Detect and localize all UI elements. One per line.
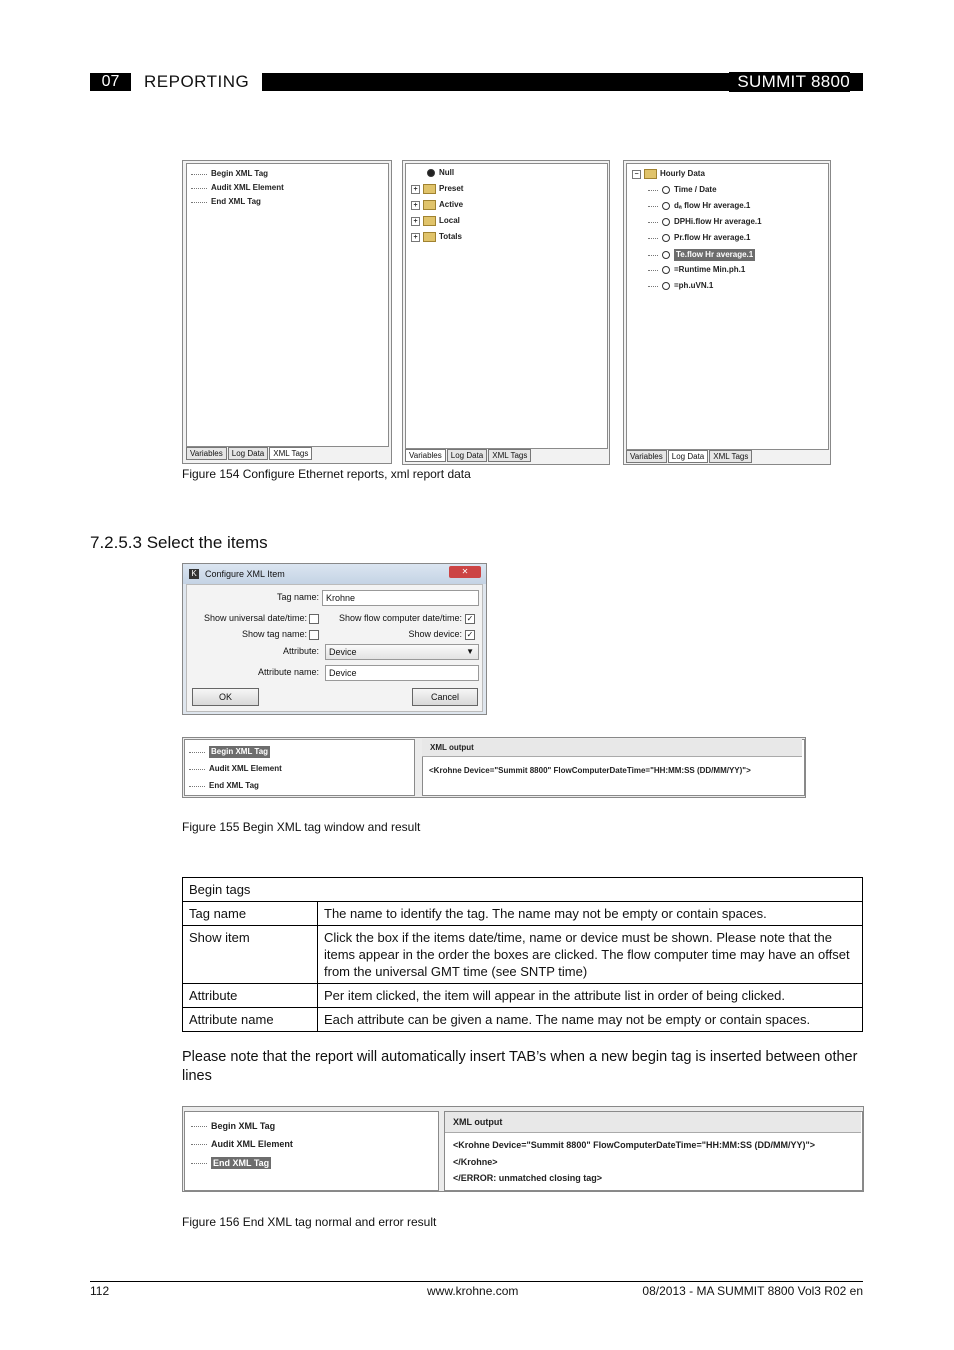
show-device-checkbox[interactable]: ✓ — [466, 630, 474, 639]
tab-xml-tags[interactable]: XML Tags — [269, 447, 312, 460]
tree-item-totals[interactable]: + Totals — [411, 232, 462, 242]
cancel-button[interactable]: Cancel — [412, 688, 478, 706]
tree-item-null[interactable]: Null — [427, 168, 454, 178]
fig155-strip — [182, 737, 806, 798]
radio-icon — [662, 251, 670, 259]
xml-output-line: <Krohne Device="Summit 8800" FlowComputerDateTime="HH:MM:SS (DD/MM/YY)"> — [453, 1140, 815, 1150]
section-title: REPORTING — [144, 72, 250, 91]
table-row — [183, 984, 863, 1008]
table-row — [183, 926, 863, 984]
product-title: SUMMIT 8800 — [729, 72, 850, 92]
tab-log-data[interactable]: Log Data — [668, 450, 708, 463]
expand-icon[interactable]: + — [411, 233, 420, 242]
begin-tags-table — [182, 877, 863, 1032]
tag-name-input[interactable]: Krohne — [322, 590, 479, 606]
note-paragraph: Please note that the report will automatically insert TAB’s when a new begin tag is inserted between other lines — [182, 1049, 858, 1084]
tree-item[interactable]: Audit XML Element — [191, 1139, 293, 1149]
xml-output-line: <Krohne Device="Summit 8800" FlowComputerDateTime="HH:MM:SS (DD/MM/YY)"> — [429, 766, 751, 775]
configure-xml-item-dialog — [182, 563, 487, 715]
tab-variables[interactable]: Variables — [186, 447, 227, 460]
tag-name-label: Tag name: — [276, 592, 319, 602]
table-term: Show item — [183, 926, 318, 984]
tab-log-data[interactable]: Log Data — [447, 449, 487, 462]
tab-xml-tags[interactable]: XML Tags — [709, 450, 752, 463]
expand-icon[interactable]: + — [411, 201, 420, 210]
tree-item-active[interactable]: + Active — [411, 200, 463, 210]
xml-output-line: </Krohne> — [453, 1157, 498, 1167]
attribute-name-label: Attribute name: — [257, 667, 319, 677]
table-term: Attribute — [183, 984, 318, 1008]
tree-item[interactable]: Begin XML Tag — [191, 169, 268, 179]
dialog-title: Configure XML Item — [205, 569, 285, 579]
footer-url[interactable]: www.krohne.com — [427, 1284, 519, 1298]
tree-item[interactable]: End XML Tag — [191, 197, 261, 207]
table-term: Attribute name — [183, 1008, 318, 1032]
show-flow-label: Show flow computer date/time: — [338, 613, 462, 623]
tree-item[interactable]: Time / Date — [648, 185, 717, 195]
radio-icon — [427, 169, 435, 177]
expand-icon[interactable]: + — [411, 217, 420, 226]
figure-156-caption: Figure 156 End XML tag normal and error result — [182, 1215, 437, 1229]
fig154-panel-log-data — [623, 160, 831, 465]
xml-output-header: XML output — [445, 1112, 861, 1133]
radio-icon — [662, 186, 670, 194]
fig156-strip — [182, 1106, 864, 1192]
footer-doc: 08/2013 - MA SUMMIT 8800 Vol3 R02 en — [642, 1284, 863, 1298]
tree-item[interactable]: =ph.uVN.1 — [648, 281, 713, 291]
xml-output-header: XML output — [422, 739, 802, 757]
dialog-titlebar — [183, 564, 486, 584]
tree-item-preset[interactable]: + Preset — [411, 184, 463, 194]
tree-item[interactable]: Begin XML Tag — [191, 1121, 275, 1131]
folder-icon — [423, 232, 436, 242]
radio-icon — [662, 282, 670, 290]
tree-item-selected[interactable]: Te.flow Hr average.1 — [648, 249, 755, 261]
table-desc: Per item clicked, the item will appear in the attribute list in order of being clicked. — [318, 984, 863, 1008]
tab-log-data[interactable]: Log Data — [228, 447, 268, 460]
table-row — [183, 902, 863, 926]
tree-item-local[interactable]: + Local — [411, 216, 460, 226]
fig154-panel-variables — [402, 160, 610, 465]
radio-icon — [662, 202, 670, 210]
tree-item[interactable]: Audit XML Element — [191, 183, 284, 193]
show-tag-name-label: Show tag name: — [241, 629, 307, 639]
expand-icon[interactable]: + — [411, 185, 420, 194]
xml-output-line: </ERROR: unmatched closing tag> — [453, 1173, 603, 1183]
close-button[interactable]: ✕ — [449, 566, 481, 578]
show-flow-checkbox[interactable]: ✓ — [466, 614, 474, 623]
tree-item-selected[interactable]: Begin XML Tag — [189, 746, 270, 758]
show-tag-name-checkbox[interactable] — [309, 630, 319, 640]
attribute-label: Attribute: — [282, 646, 319, 656]
tree-item-hourly-data[interactable]: − Hourly Data — [632, 169, 705, 179]
tree-item[interactable]: dₐ flow Hr average.1 — [648, 201, 750, 211]
attribute-select-value: Device — [329, 647, 357, 657]
radio-icon — [662, 266, 670, 274]
app-icon: K — [189, 569, 199, 579]
chevron-down-icon: ▼ — [466, 647, 474, 656]
figure-155-caption: Figure 155 Begin XML tag window and result — [182, 820, 421, 834]
tree-item[interactable]: Pr.flow Hr average.1 — [648, 233, 750, 243]
tree-item-selected[interactable]: End XML Tag — [191, 1157, 271, 1169]
collapse-icon[interactable]: − — [632, 170, 641, 179]
table-desc: Each attribute can be given a name. The name may not be empty or contain spaces. — [318, 1008, 863, 1032]
table-row — [183, 1008, 863, 1032]
fig154-panel-xml-tags — [182, 160, 392, 464]
tree-item[interactable]: Audit XML Element — [189, 764, 282, 774]
chapter-number: 07 — [90, 73, 131, 91]
tree-item[interactable]: DPHi.flow Hr average.1 — [648, 217, 762, 227]
ok-button[interactable]: OK — [192, 688, 259, 706]
tree-item[interactable]: End XML Tag — [189, 781, 259, 791]
section-heading: 7.2.5.3 Select the items — [90, 533, 268, 552]
folder-icon — [423, 216, 436, 226]
tab-variables[interactable]: Variables — [405, 449, 446, 462]
tab-xml-tags[interactable]: XML Tags — [488, 449, 531, 462]
table-title: Begin tags — [183, 878, 863, 902]
folder-icon — [423, 184, 436, 194]
attribute-select[interactable] — [325, 644, 479, 660]
tab-variables[interactable]: Variables — [626, 450, 667, 463]
radio-icon — [662, 218, 670, 226]
attribute-name-input[interactable]: Device — [325, 665, 479, 681]
tree-item[interactable]: =Runtime Min.ph.1 — [648, 265, 745, 275]
table-term: Tag name — [183, 902, 318, 926]
radio-icon — [662, 234, 670, 242]
show-universal-checkbox[interactable] — [309, 614, 319, 624]
folder-icon — [423, 200, 436, 210]
show-device-label: Show device: — [408, 629, 462, 639]
table-desc: The name to identify the tag. The name may not be empty or contain spaces. — [318, 902, 863, 926]
show-universal-label: Show universal date/time: — [203, 613, 307, 623]
page-number: 112 — [90, 1284, 110, 1298]
folder-icon — [644, 169, 657, 179]
table-desc: Click the box if the items date/time, name or device must be shown. Please note that the items appear in the order the boxes are clicked. The flow computer time may have an offset from the universal GMT time (see SNTP time) — [318, 926, 863, 984]
figure-154-caption: Figure 154 Configure Ethernet reports, xml report data — [182, 467, 471, 481]
footer-rule — [90, 1281, 863, 1282]
